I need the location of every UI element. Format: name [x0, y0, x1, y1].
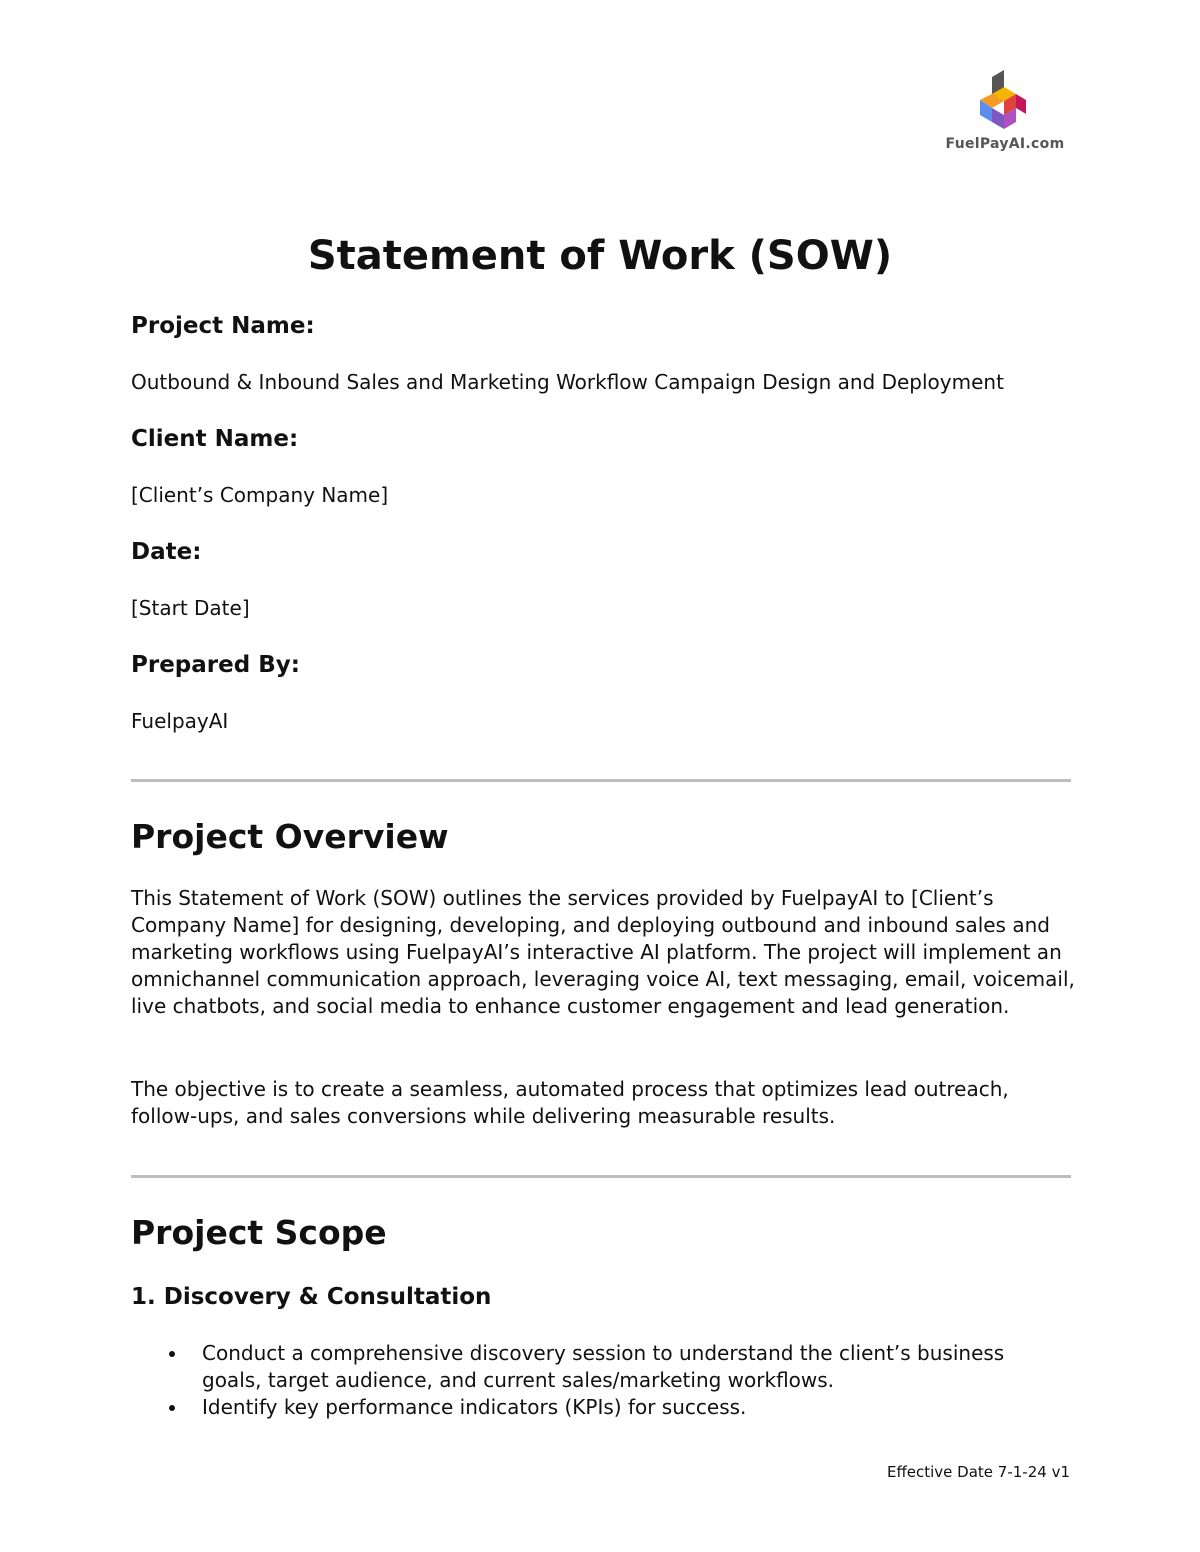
list-item-text: Conduct a comprehensive discovery session to understand the client’s business goals, target audience, and current sales/marketing workflows.: [202, 1341, 1005, 1392]
fuelpayai-cube-logo-icon: [978, 70, 1030, 132]
document-title: Statement of Work (SOW): [307, 233, 893, 279]
overview-paragraph-1: This Statement of Work (SOW) outlines the services provided by FuelpayAI to [Client’s Company Name] for designing, developing, and deploying outbound and inbound sales and marketing workflows using FuelpayAI’s interactive AI platform. The project will implement an omnichannel communication approach, leveraging voice AI, text messaging, email, voicemail, live chatbots, and social media to enhance customer engagement and lead generation.: [131, 886, 1075, 1018]
footer-effective-date: Effective Date 7-1-24 v1: [886, 1463, 1070, 1481]
project-overview-heading: Project Overview: [131, 817, 449, 856]
list-item: [131, 1340, 1061, 1394]
date-label: Date:: [131, 539, 202, 565]
list-item-text: Identify key performance indicators (KPIs) for success.: [202, 1395, 747, 1419]
bullet-icon: [169, 1405, 175, 1411]
section-divider: [131, 779, 1071, 782]
client-name-value: [Client’s Company Name]: [131, 483, 389, 507]
discovery-bullet-list: [131, 1340, 1061, 1421]
client-name-label: Client Name:: [131, 426, 299, 452]
prepared-by-label: Prepared By:: [131, 652, 300, 678]
overview-paragraph-2: The objective is to create a seamless, automated process that optimizes lead outreach, follow-ups, and sales conversions while delivering measurable results.: [131, 1077, 1009, 1128]
discovery-consultation-heading: 1. Discovery & Consultation: [131, 1284, 492, 1310]
company-logo: [930, 68, 1080, 158]
list-item: [131, 1394, 1061, 1421]
date-value: [Start Date]: [131, 596, 250, 620]
project-name-value: Outbound & Inbound Sales and Marketing Workflow Campaign Design and Deployment: [131, 370, 1004, 394]
logo-text: FuelPayAI.com: [945, 136, 1065, 152]
project-name-label: Project Name:: [131, 313, 315, 339]
bullet-icon: [169, 1351, 175, 1357]
section-divider: [131, 1175, 1071, 1178]
project-scope-heading: Project Scope: [131, 1213, 387, 1252]
prepared-by-value: FuelpayAI: [131, 709, 229, 733]
